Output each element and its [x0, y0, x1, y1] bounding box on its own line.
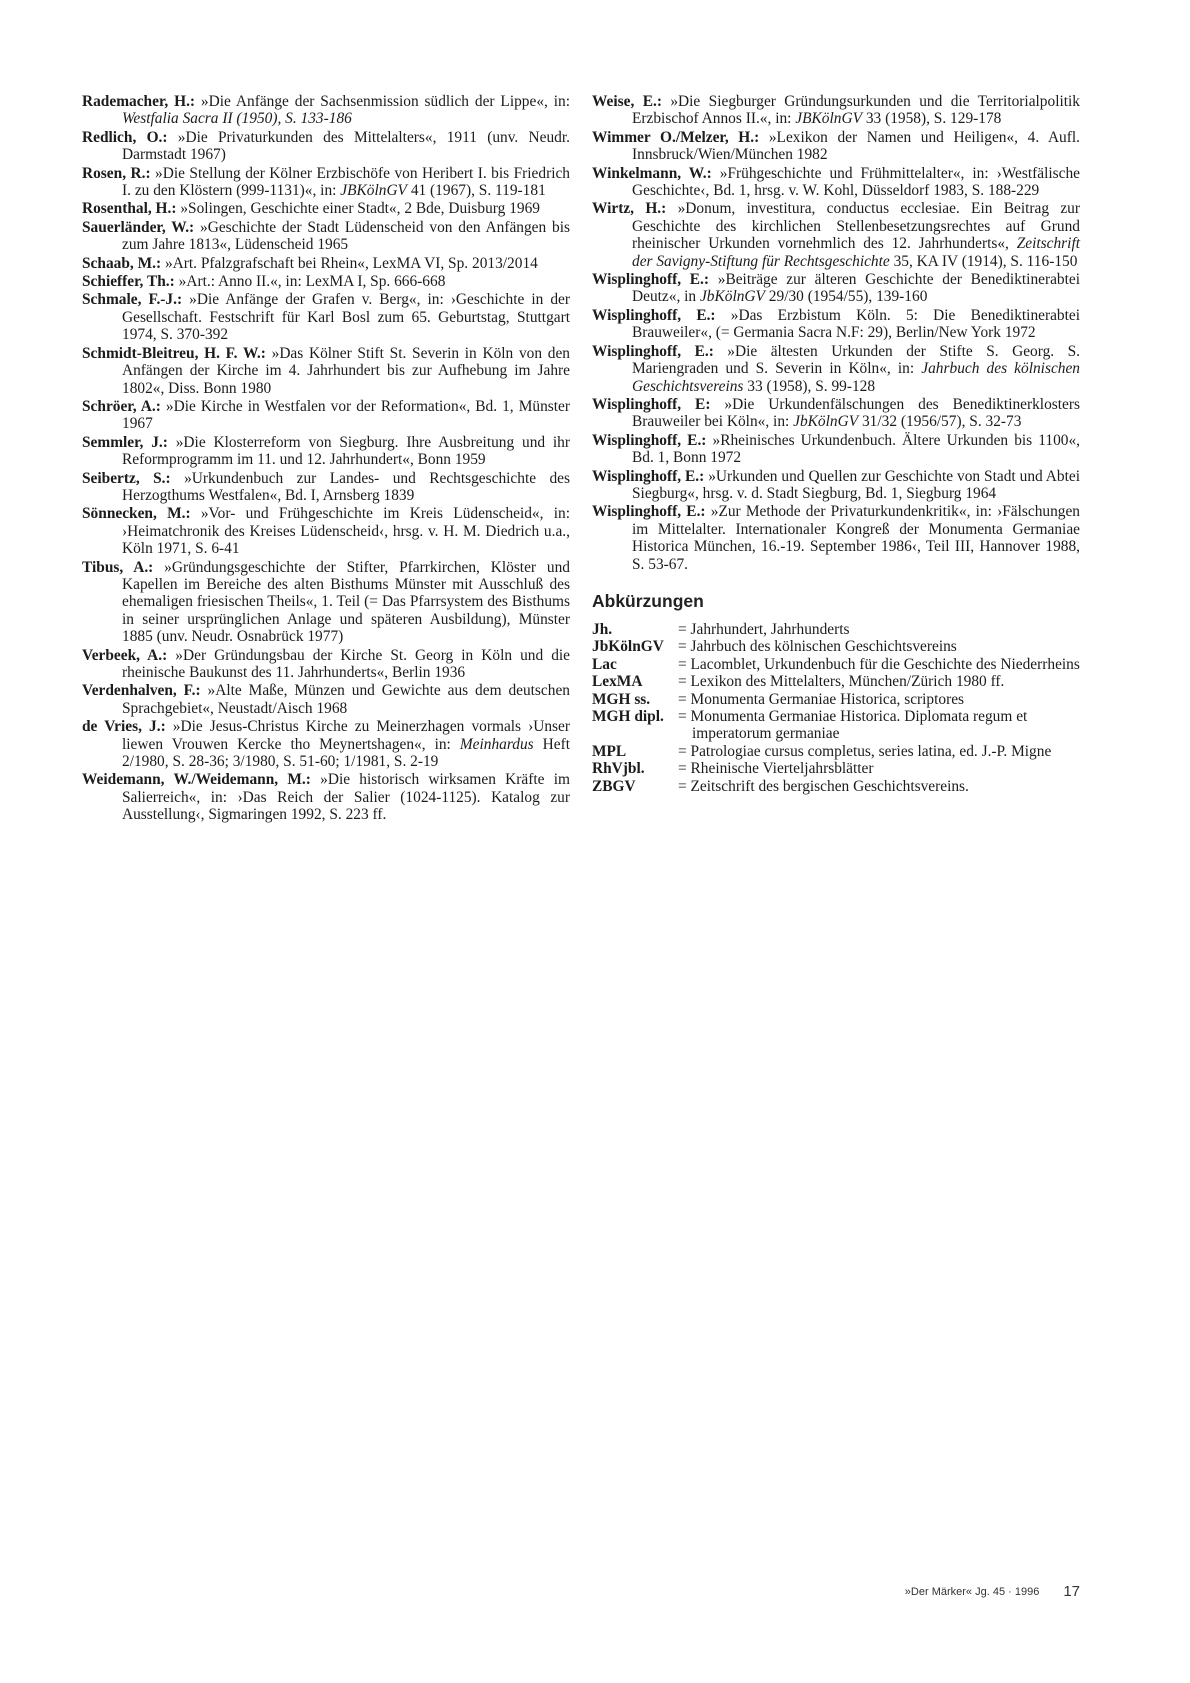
entry-text: »Die Anfänge der Sachsenmission südlich der Lippe«, in: — [195, 93, 570, 110]
entry-text: 33 (1958), S. 129-178 — [861, 110, 1002, 128]
abbreviation-value: = Jahrhundert, Jahrhunderts — [678, 620, 850, 638]
bibliography-entry — [82, 273, 570, 290]
entry-text: »Die Anfänge der Grafen v. Berg«, in: ›Geschichte in der Gesellschaft. Festschrift für Karl Bosl zum 65. Geburtstag, Stuttgart 1974, S. 370-392 — [122, 291, 570, 344]
abbreviation-row — [592, 656, 1080, 673]
abbreviation-key: RhVjbl. — [592, 760, 645, 778]
entry-text: 41 (1967), S. 119-181 — [406, 182, 546, 200]
abbreviation-key: ZBGV — [592, 777, 636, 795]
abbreviation-value: = Rheinische Vierteljahrsblätter — [678, 760, 874, 778]
entry-author: Sönnecken, M.: — [82, 505, 191, 523]
entry-text: »Das Erzbistum Köln. 5: Die Benediktinerabtei Brauweiler«, (= Germania Sacra N.F: 29), Berlin/New York 1972 — [632, 306, 1081, 342]
bibliography-entry — [82, 398, 570, 433]
abbreviation-row — [592, 638, 1080, 655]
bibliography-entry — [82, 200, 570, 217]
entry-title-italic: Jahrbuch des kölnischen Geschichtsvereins — [632, 360, 1080, 395]
entry-author: Verdenhalven, F.: — [82, 682, 201, 700]
entry-text: »Lexikon der Namen und Heiligen«, 4. Aufl. Innsbruck/Wien/München 1982 — [632, 128, 1080, 164]
entry-author: Weise, E.: — [592, 93, 662, 110]
entry-text: »Art.: Anno II.«, in: LexMA I, Sp. 666-668 — [174, 273, 446, 291]
bibliography-entry — [82, 129, 570, 164]
bibliography-right-column — [592, 93, 1080, 795]
entry-text: »Urkundenbuch zur Landes- und Rechtsgeschichte des Herzogthums Westfalen«, Bd. I, Arnsberg 1839 — [122, 469, 570, 504]
bibliography-entry — [592, 200, 1080, 270]
entry-text: »Die Urkundenfälschungen des Benediktinerklosters Brauweiler bei Köln«, in: — [632, 395, 1080, 431]
bibliography-entry — [82, 505, 570, 557]
entry-text: 35, KA IV (1914), S. 116-150 — [889, 252, 1078, 270]
abbreviation-key: MPL — [592, 742, 627, 760]
bibliography-entry — [82, 434, 570, 469]
entry-text: »Der Gründungsbau der Kirche St. Georg in Köln und die rheinische Baukunst des 11. Jahrhunderts«, Berlin 1936 — [122, 646, 570, 681]
entry-author: de Vries, J.: — [82, 718, 166, 736]
entry-text: »Alte Maße, Münzen und Gewichte aus dem deutschen Sprachgebiet«, Neustadt/Aisch 1968 — [122, 682, 570, 717]
bibliography-entry — [592, 503, 1080, 573]
entry-author: Redlich, O.: — [82, 128, 168, 146]
abbreviation-row — [592, 691, 1080, 708]
entry-author: Wimmer O./Melzer, H.: — [592, 128, 760, 146]
abbreviation-value: = Patrologiae cursus completus, series latina, ed. J.-P. Migne — [678, 742, 1052, 760]
bibliography-entry — [592, 271, 1080, 306]
abbreviation-row — [592, 621, 1080, 638]
entry-text: 31/32 (1956/57), S. 32-73 — [858, 413, 1022, 431]
abbreviation-key: MGH dipl. — [592, 708, 664, 725]
bibliography-entry — [592, 432, 1080, 467]
entry-title-italic: Westfalia Sacra II (1950), S. 133-186 — [122, 110, 352, 128]
entry-text: »Die Siegburger Gründungsurkunden und die Territorialpolitik Erzbischof Annos II.«, in: — [632, 93, 1080, 128]
entry-author: Wisplinghoff, E.: — [592, 467, 705, 485]
bibliography-right-entries — [592, 93, 1080, 573]
entry-author: Schmale, F.-J.: — [82, 291, 183, 309]
entry-text: »Donum, investitura, conductus ecclesiae. Ein Beitrag zur Geschichte des kirchlichen Stellenbesetzungsrechtes auf Grund rheinischer Urkunden vornehmlich des 12. Jahrhunderts«, — [632, 200, 1080, 253]
abbreviation-key: MGH ss. — [592, 690, 651, 708]
abbreviation-key: Jh. — [592, 620, 613, 638]
entry-author: Wirtz, H.: — [592, 200, 667, 218]
bibliography-entry — [82, 255, 570, 272]
entry-text: »Die Kirche in Westfalen vor der Reformation«, Bd. 1, Münster 1967 — [122, 397, 570, 433]
entry-author: Schmidt-Bleitreu, H. F. W.: — [82, 344, 266, 362]
entry-text: »Geschichte der Stadt Lüdenscheid von den Anfängen bis zum Jahre 1813«, Lüdenscheid 1965 — [122, 218, 570, 254]
bibliography-left-column — [82, 93, 570, 825]
entry-author: Verbeek, A.: — [82, 646, 168, 664]
entry-author: Wisplinghoff, E: — [592, 395, 711, 413]
abbreviations-table — [592, 621, 1080, 795]
entry-text: »Die Klosterreform von Siegburg. Ihre Ausbreitung und ihr Reformprogramm im 11. und 12. Jahrhundert«, Bonn 1959 — [122, 433, 571, 469]
bibliography-entry — [592, 343, 1080, 395]
entry-author: Winkelmann, W.: — [592, 164, 712, 182]
entry-author: Sauerländer, W.: — [82, 218, 195, 236]
abbreviation-value: = Lexikon des Mittelalters, München/Zürich 1980 ff. — [678, 673, 1005, 691]
page-footer — [860, 1583, 1080, 1601]
bibliography-entry — [82, 647, 570, 682]
entry-text: 33 (1958), S. 99-128 — [743, 377, 876, 395]
entry-author: Rademacher, H.: — [82, 93, 196, 110]
entry-text: 29/30 (1954/55), 139-160 — [764, 288, 928, 306]
entry-text: »Zur Methode der Privaturkundenkritik«, in: ›Fälschungen im Mittelalter. Internationaler Kongreß der Monumenta Germaniae Historica München, 16.-19. September 1986‹, Teil III, Hannover 1988, S. 53-67. — [632, 503, 1080, 573]
entry-title-italic: Meinhardus — [459, 735, 534, 753]
bibliography-entry — [592, 307, 1080, 342]
entry-text: »Beiträge zur älteren Geschichte der Benediktinerabtei Deutz«, in — [632, 271, 1081, 306]
journal-citation: »Der Märker« Jg. 45 · 1996 — [904, 1585, 1040, 1598]
abbreviation-row — [592, 760, 1080, 777]
bibliography-entry — [82, 682, 570, 717]
bibliography-entry — [592, 468, 1080, 503]
abbreviations-heading: Abkürzungen — [592, 590, 704, 611]
entry-author: Seibertz, S.: — [82, 469, 171, 487]
bibliography-entry — [82, 470, 570, 505]
bibliography-entry — [82, 219, 570, 254]
entry-author: Wisplinghoff, E.: — [592, 503, 706, 521]
entry-author: Rosenthal, H.: — [82, 200, 177, 218]
entry-text: »Art. Pfalzgrafschaft bei Rhein«, LexMA VI, Sp. 2013/2014 — [161, 254, 538, 272]
entry-text: »Gründungsgeschichte der Stifter, Pfarrkirchen, Klöster und Kapellen im Bereiche des alten Bisthums Münster mit Ausschluß des ehemaligen friesischen Theils«, 1. Teil (= Das Pfarrsystem des Bisthums in seiner ursprünglichen Anlage und späteren Ausbildung), Münster 1885 (unv. Neudr. Osnabrück 1977) — [122, 558, 570, 646]
entry-author: Schieffer, Th.: — [82, 273, 175, 291]
entry-title-italic: JbKölnGV — [793, 413, 859, 431]
abbreviation-row — [592, 778, 1080, 795]
entry-title-italic: JBKölnGV — [795, 110, 862, 128]
entry-author: Weidemann, W./Weidemann, M.: — [82, 771, 311, 789]
bibliography-entry — [82, 559, 570, 646]
abbreviation-value: = Zeitschrift des bergischen Geschichtsvereins. — [678, 777, 969, 795]
entry-text: »Die Privaturkunden des Mittelalters«, 1911 (unv. Neudr. Darmstadt 1967) — [122, 128, 570, 164]
abbreviation-row — [592, 743, 1080, 760]
bibliography-entry — [592, 93, 1080, 128]
bibliography-entry — [82, 93, 570, 128]
entry-text: »Frühgeschichte und Frühmittelalter«, in: ›Westfälische Geschichte‹, Bd. 1, hrsg. v. W. Kohl, Düsseldorf 1983, S. 188-229 — [632, 164, 1080, 200]
entry-author: Schröer, A.: — [82, 397, 161, 415]
entry-title-italic: JBKölnGV — [340, 182, 407, 200]
entry-text: »Die ältesten Urkunden der Stifte S. Georg. S. Mariengraden und S. Severin in Köln«, in: — [632, 342, 1081, 378]
entry-author: Wisplinghoff, E.: — [592, 431, 707, 449]
page-number: 17 — [1063, 1583, 1080, 1601]
abbreviation-key: LexMA — [592, 673, 643, 691]
abbreviation-value: = Monumenta Germaniae Historica, scriptores — [678, 690, 965, 708]
abbreviation-key: Lac — [592, 655, 617, 673]
abbreviation-value: = Monumenta Germaniae Historica. Diplomata regum et imperatorum germaniae — [678, 708, 1028, 743]
bibliography-entry — [592, 129, 1080, 164]
abbreviation-row — [592, 673, 1080, 690]
entry-author: Wisplinghoff, E.: — [592, 271, 710, 289]
entry-text: Heft 2/1980, S. 28-36; 3/1980, S. 51-60; 1/1981, S. 2-19 — [122, 735, 570, 771]
bibliography-entry — [82, 165, 570, 200]
bibliography-entry — [82, 771, 570, 823]
bibliography-entry — [592, 396, 1080, 431]
entry-author: Rosen, R.: — [82, 164, 151, 182]
abbreviation-value: = Jahrbuch des kölnischen Geschichtsvereins — [678, 638, 957, 656]
entry-text: »Das Kölner Stift St. Severin in Köln von den Anfängen der Kirche im 4. Jahrhundert bis zur Aufhebung im Jahre 1802«, Diss. Bonn 1980 — [122, 344, 570, 397]
entry-text: »Die Stellung der Kölner Erzbischöfe von Heribert I. bis Friedrich I. zu den Klöstern (999-1131)«, in: — [122, 164, 570, 200]
entry-text: »Rheinisches Urkundenbuch. Ältere Urkunden bis 1100«, Bd. 1, Bonn 1972 — [632, 431, 1080, 467]
abbreviation-value: = Lacomblet, Urkundenbuch für die Geschichte des Niederrheins — [678, 655, 1080, 673]
entry-text: »Solingen, Geschichte einer Stadt«, 2 Bde, Duisburg 1969 — [176, 200, 540, 218]
entry-author: Tibus, A.: — [82, 558, 154, 576]
entry-text: »Die Jesus-Christus Kirche zu Meinerzhagen vormals ›Unser liewen Vrouwen Kercke tho Meynertshagen«, in: — [122, 718, 571, 753]
entry-text: »Die historisch wirksamen Kräfte im Salierreich«, in: ›Das Reich der Salier (1024-1125). Katalog zur Ausstellung‹, Sigmaringen 1992, S. 223 ff. — [122, 771, 570, 824]
entry-title-italic: Zeitschrift der Savigny-Stiftung für Rechtsgeschichte — [632, 235, 1080, 270]
abbreviation-row — [592, 708, 1080, 743]
entry-text: »Vor- und Frühgeschichte im Kreis Lüdenscheid«, in: ›Heimatchronik des Kreises Lüdenscheid‹, hrsg. v. H. M. Diedrich u.a., Köln 1971, S. 6-41 — [122, 505, 570, 558]
entry-title-italic: JbKölnGV — [699, 288, 765, 306]
bibliography-entry — [82, 291, 570, 343]
entry-author: Schaab, M.: — [82, 254, 162, 272]
bibliography-entry — [82, 345, 570, 397]
entry-author: Semmler, J.: — [82, 433, 168, 451]
abbreviation-key: JbKölnGV — [592, 638, 664, 656]
bibliography-entry — [82, 718, 570, 770]
bibliography-entry — [592, 165, 1080, 200]
entry-text: »Urkunden und Quellen zur Geschichte von Stadt und Abtei Siegburg«, hrsg. v. d. Stadt Siegburg, Bd. 1, Siegburg 1964 — [632, 467, 1080, 502]
entry-author: Wisplinghoff, E.: — [592, 306, 716, 324]
entry-author: Wisplinghoff, E.: — [592, 342, 714, 360]
